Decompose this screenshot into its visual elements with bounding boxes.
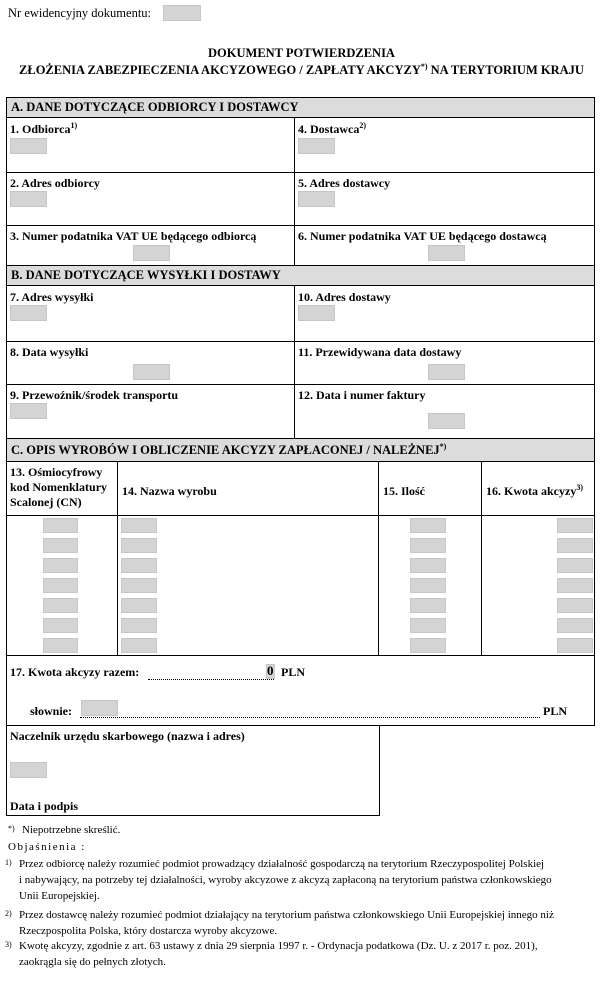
field-7-label: 7. Adres wysyłki xyxy=(10,290,94,304)
col-15-label: 15. Ilość xyxy=(383,484,425,498)
row-b1-bottom xyxy=(6,341,595,342)
title-line2-text: ZŁOŻENIA ZABEZPIECZENIA AKCYZOWEGO / ZAPŁATY AKCYZY xyxy=(19,63,421,77)
excise-amount-input[interactable] xyxy=(557,598,593,613)
slownie-currency: PLN xyxy=(543,704,567,718)
note-2-line2: Rzeczpospolita Polska, który dostarcza wyroby akcyzowe. xyxy=(19,925,278,937)
product-name-input[interactable] xyxy=(121,638,157,653)
data-podpis-label: Data i podpis xyxy=(10,799,79,813)
field-2-label: 2. Adres odbiorcy xyxy=(10,176,100,190)
quantity-input[interactable] xyxy=(410,558,446,573)
cn-code-input[interactable] xyxy=(43,638,78,653)
field-11-label: 11. Przewidywana data dostawy xyxy=(298,345,462,359)
field-1-input[interactable] xyxy=(10,138,47,154)
field-9-input[interactable] xyxy=(10,403,47,419)
title-mark: *) xyxy=(420,62,428,71)
section-c-header-text: C. OPIS WYROBÓW I OBLICZENIE AKCYZY ZAPŁACONEJ / NALEŻNEJ xyxy=(11,443,440,457)
field-1-label xyxy=(10,122,77,137)
cn-code-input[interactable] xyxy=(43,558,78,573)
product-name-input[interactable] xyxy=(121,578,157,593)
field-3-input[interactable] xyxy=(133,245,170,261)
table-header-bottom xyxy=(6,515,595,516)
row-a1-bottom xyxy=(6,172,595,173)
col-13-line2: kod Nomenklatury xyxy=(10,480,108,494)
field-17-dots xyxy=(148,679,274,680)
excise-amount-input[interactable] xyxy=(557,638,593,653)
quantity-input[interactable] xyxy=(410,518,446,533)
divider-b-mid xyxy=(294,286,295,438)
table-bottom xyxy=(6,655,595,656)
slownie-label: słownie: xyxy=(30,704,72,718)
field-10-input[interactable] xyxy=(298,305,335,321)
cn-code-input[interactable] xyxy=(43,578,78,593)
field-4-label xyxy=(298,122,366,137)
field-4-text: 4. Dostawca xyxy=(298,122,360,136)
note-1-mark: 1) xyxy=(5,858,12,867)
divider-a-mid xyxy=(294,118,295,265)
cn-code-input[interactable] xyxy=(43,618,78,633)
frame-right-c xyxy=(594,462,595,725)
field-12-input[interactable] xyxy=(428,413,465,429)
field-12-label: 12. Data i numer faktury xyxy=(298,388,426,402)
slownie-dots xyxy=(80,717,540,718)
frame-left-c xyxy=(6,462,7,725)
field-6-label: 6. Numer podatnika VAT UE będącego dostawcą xyxy=(298,229,547,243)
product-name-input[interactable] xyxy=(121,538,157,553)
col-divider-15 xyxy=(481,462,482,655)
excise-amount-input[interactable] xyxy=(557,538,593,553)
note-1-line2: i nabywający, na potrzeby tej działalności, wyroby akcyzowe z akcyzą zapłaconą na terytorium państwa członkowskiego xyxy=(19,874,552,886)
field-8-input[interactable] xyxy=(133,364,170,380)
note-1-line1: Przez odbiorcę należy rozumieć podmiot prowadzący działalność gospodarczą na terytorium Rzeczypospolitej Polskiej xyxy=(19,858,545,870)
note-3-line1: Kwotę akcyzy, zgodnie z art. 63 ustawy z dnia 29 sierpnia 1997 r. - Ordynacja podatkowa (Dz. U. z 2017 r. poz. 201), xyxy=(19,940,538,952)
field-1-sup: 1) xyxy=(70,121,78,130)
star-mark: *) xyxy=(8,824,15,833)
product-name-input[interactable] xyxy=(121,618,157,633)
field-6-input[interactable] xyxy=(428,245,465,261)
col-divider-13 xyxy=(117,462,118,655)
naczelnik-label: Naczelnik urzędu skarbowego (nazwa i adres) xyxy=(10,729,245,743)
field-17-value: 0 xyxy=(267,663,274,678)
note-1 xyxy=(19,856,599,904)
field-10-label: 10. Adres dostawy xyxy=(298,290,391,304)
col-16-label xyxy=(486,484,583,499)
title-line2-end: NA TERYTORIUM KRAJU xyxy=(430,63,584,77)
cn-code-input[interactable] xyxy=(43,598,78,613)
field-17-currency: PLN xyxy=(281,665,305,679)
field-5-label: 5. Adres dostawcy xyxy=(298,176,391,190)
section-b-header: B. DANE DOTYCZĄCE WYSYŁKI I DOSTAWY xyxy=(6,265,595,286)
col-divider-14 xyxy=(378,462,379,655)
excise-amount-input[interactable] xyxy=(557,558,593,573)
doc-number-label: Nr ewidencyjny dokumentu: xyxy=(8,6,152,20)
quantity-input[interactable] xyxy=(410,638,446,653)
quantity-input[interactable] xyxy=(410,618,446,633)
excise-amount-input[interactable] xyxy=(557,578,593,593)
product-name-input[interactable] xyxy=(121,518,157,533)
doc-number-field[interactable] xyxy=(163,5,201,21)
title-line2 xyxy=(0,63,603,78)
field-11-input[interactable] xyxy=(428,364,465,380)
col-13-line1: 13. Ośmiocyfrowy xyxy=(10,465,103,479)
naczelnik-input[interactable] xyxy=(10,762,47,778)
section-c-mark: *) xyxy=(439,442,447,451)
field-1-text: 1. Odbiorca xyxy=(10,122,71,136)
excise-amount-input[interactable] xyxy=(557,518,593,533)
field-5-input[interactable] xyxy=(298,191,335,207)
product-name-input[interactable] xyxy=(121,558,157,573)
note-2 xyxy=(19,907,599,939)
cn-code-input[interactable] xyxy=(43,538,78,553)
field-2-input[interactable] xyxy=(10,191,47,207)
field-7-input[interactable] xyxy=(10,305,47,321)
field-3-label: 3. Numer podatnika VAT UE będącego odbiorcą xyxy=(10,229,257,243)
section-c-header xyxy=(6,438,595,462)
col-13-line3: Scalonej (CN) xyxy=(10,495,82,509)
col-16-sup: 3) xyxy=(576,483,583,492)
row-a2-bottom xyxy=(6,225,595,226)
note-3 xyxy=(19,938,599,970)
title-line1: DOKUMENT POTWIERDZENIA xyxy=(208,46,395,60)
field-4-input[interactable] xyxy=(298,138,335,154)
note-2-line1: Przez dostawcę należy rozumieć podmiot działający na terytorium państwa członkowskiego Unii Europejskiej innego niż xyxy=(19,909,554,921)
note-3-mark: 3) xyxy=(5,940,12,949)
row-b2-bottom xyxy=(6,384,595,385)
star-text: Niepotrzebne skreślić. xyxy=(22,824,121,836)
slownie-input[interactable] xyxy=(81,700,118,716)
col-16-text: 16. Kwota akcyzy xyxy=(486,484,577,498)
note-2-mark: 2) xyxy=(5,909,12,918)
excise-amount-input[interactable] xyxy=(557,618,593,633)
field-8-label: 8. Data wysyłki xyxy=(10,345,89,359)
product-name-input[interactable] xyxy=(121,598,157,613)
field-4-sup: 2) xyxy=(359,121,366,130)
col-13-label xyxy=(10,465,107,510)
quantity-input[interactable] xyxy=(410,598,446,613)
note-1-line3: Unii Europejskiej. xyxy=(19,890,100,902)
objasnienia: Objaśnienia : xyxy=(8,841,86,853)
cn-code-input[interactable] xyxy=(43,518,78,533)
col-14-label: 14. Nazwa wyrobu xyxy=(122,484,217,498)
quantity-input[interactable] xyxy=(410,538,446,553)
quantity-input[interactable] xyxy=(410,578,446,593)
field-9-label: 9. Przewoźnik/środek transportu xyxy=(10,388,179,402)
section-a-header: A. DANE DOTYCZĄCE ODBIORCY I DOSTAWCY xyxy=(6,97,595,118)
note-3-line2: zaokrągla się do pełnych złotych. xyxy=(19,956,166,968)
field-17-label: 17. Kwota akcyzy razem: xyxy=(10,665,140,679)
